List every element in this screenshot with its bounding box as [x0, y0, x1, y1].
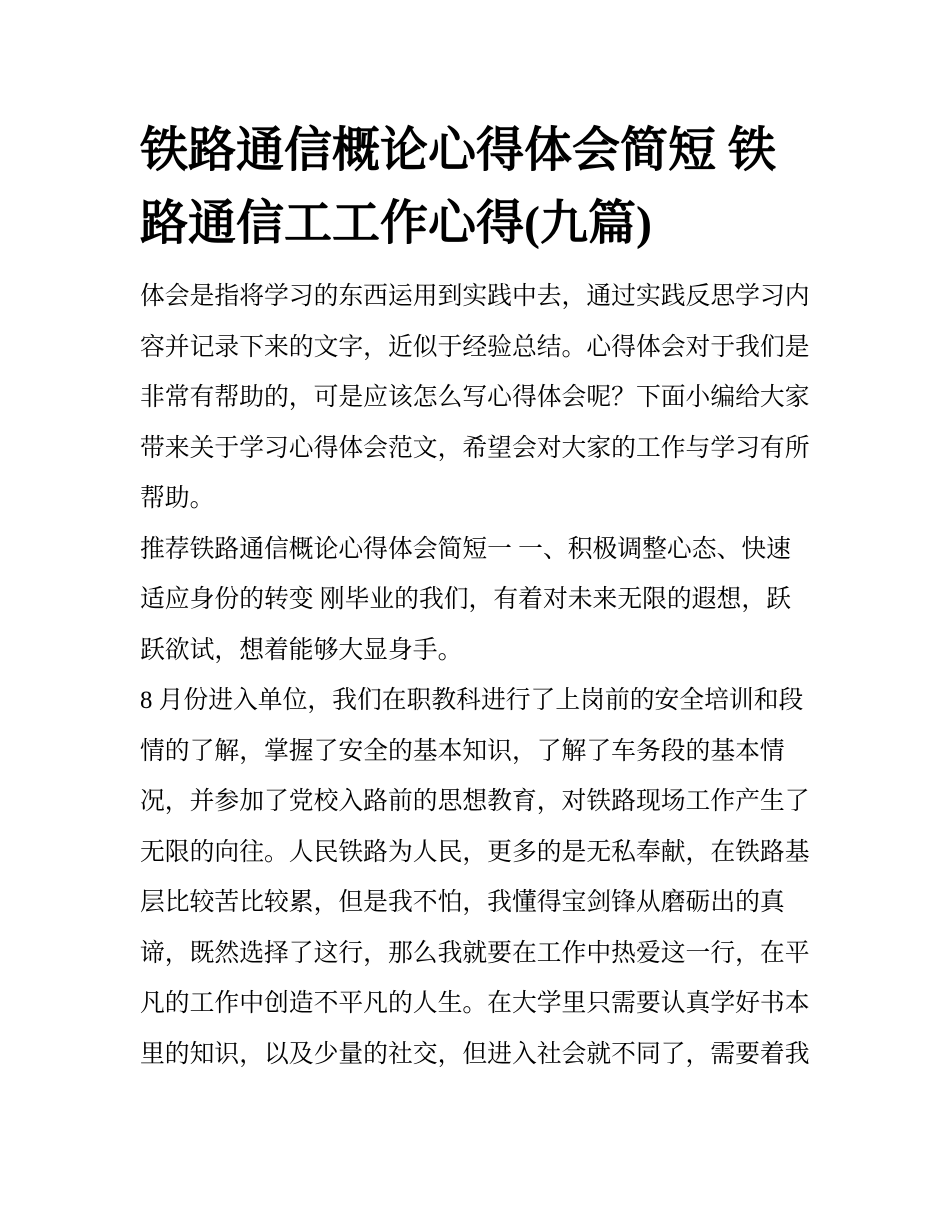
paragraph-experience: 8 月份进入单位，我们在职教科进行了上岗前的安全培训和段情的了解，掌握了安全的基本知识，了解了车务段的基本情况，并参加了党校入路前的思想教育，对铁路现场工作产生了无限的向往。人民铁路为人民，更多的是无私奉献，在铁路基层比较苦比较累，但是我不怕，我懂得宝剑锋从磨砺出的真谛，既然选择了这行，那么我就要在工作中热爱这一行，在平凡的工作中创造不平凡的人生。在大学里只需要认真学好书本里的知识，以及少量的社交，但进入社会就不同了，需要着我 [140, 687, 810, 1068]
paragraph-intro: 体会是指将学习的东西运用到实践中去，通过实践反思学习内容并记录下来的文字，近似于经验总结。心得体会对于我们是非常有帮助的，可是应该怎么写心得体会呢？下面小编给大家带来关于学习心得体会范文，希望会对大家的工作与学习有所帮助。 [140, 283, 810, 512]
document-body [140, 272, 813, 1080]
paragraph-recommend-heading: 推荐铁路通信概论心得体会简短一 一、积极调整心态、快速适应身份的转变 刚毕业的我们，有着对未来无限的遐想，跃跃欲试，想着能够大显身手。 [140, 535, 791, 664]
document-title: 铁路通信概论心得体会简短 铁路通信工工作心得(九篇) [140, 124, 777, 250]
